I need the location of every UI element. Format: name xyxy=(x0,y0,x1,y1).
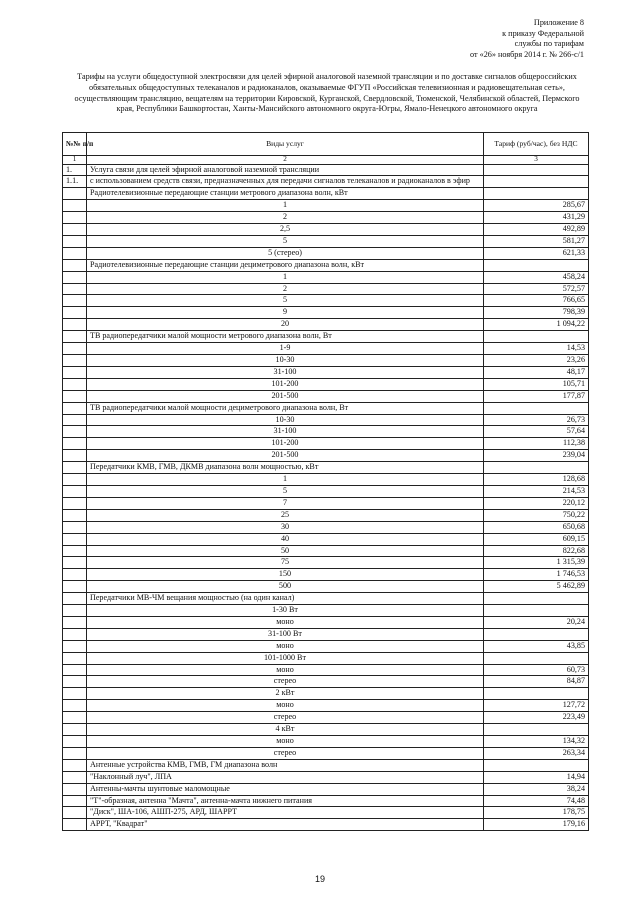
table-row xyxy=(63,593,589,605)
table-row xyxy=(63,533,589,545)
table-row xyxy=(63,295,589,307)
row-number xyxy=(63,712,87,724)
row-number xyxy=(63,545,87,557)
table-row xyxy=(63,343,589,355)
row-number xyxy=(63,462,87,474)
service-name: стерео xyxy=(87,676,484,688)
table-row xyxy=(63,259,589,271)
service-name: Радиотелевизионные передающие станции дециметрового диапазона волн, кВт xyxy=(87,259,484,271)
row-number xyxy=(63,569,87,581)
tariff-value: 798,39 xyxy=(484,307,589,319)
table-row xyxy=(63,652,589,664)
service-name: 500 xyxy=(87,581,484,593)
row-number xyxy=(63,426,87,438)
row-number xyxy=(63,331,87,343)
service-name: 5 xyxy=(87,485,484,497)
service-name: 7 xyxy=(87,497,484,509)
row-number xyxy=(63,640,87,652)
tariff-value: 5 462,89 xyxy=(484,581,589,593)
table-row xyxy=(63,521,589,533)
tariff-value xyxy=(484,688,589,700)
table-row xyxy=(63,438,589,450)
tariff-value: 23,26 xyxy=(484,355,589,367)
row-number xyxy=(63,771,87,783)
table-row xyxy=(63,402,589,414)
table-row xyxy=(63,736,589,748)
column-number-row xyxy=(63,156,589,165)
service-name: 101-200 xyxy=(87,378,484,390)
service-name: 31-100 xyxy=(87,426,484,438)
service-name: 101-200 xyxy=(87,438,484,450)
service-name: моно xyxy=(87,616,484,628)
header-service: Виды услуг xyxy=(87,133,484,156)
row-number: 1.1. xyxy=(63,176,87,188)
row-number xyxy=(63,319,87,331)
service-name: 40 xyxy=(87,533,484,545)
service-name: 5 xyxy=(87,235,484,247)
tariff-value: 263,34 xyxy=(484,747,589,759)
service-name: ТВ радиопередатчики малой мощности дециметрового диапазона волн, Вт xyxy=(87,402,484,414)
table-row xyxy=(63,474,589,486)
row-number xyxy=(63,343,87,355)
service-name: 1-30 Вт xyxy=(87,605,484,617)
table-row xyxy=(63,283,589,295)
row-number xyxy=(63,450,87,462)
table-row xyxy=(63,676,589,688)
service-name: 1 xyxy=(87,271,484,283)
tariff-value: 57,64 xyxy=(484,426,589,438)
service-name: ТВ радиопередатчики малой мощности метрового диапазона волн, Вт xyxy=(87,331,484,343)
row-number xyxy=(63,259,87,271)
tariff-value: 177,87 xyxy=(484,390,589,402)
table-row xyxy=(63,390,589,402)
service-name: 1-9 xyxy=(87,343,484,355)
tariff-value: 38,24 xyxy=(484,783,589,795)
row-number xyxy=(63,616,87,628)
tariff-value: 214,53 xyxy=(484,485,589,497)
tariff-value: 581,27 xyxy=(484,235,589,247)
table-row xyxy=(63,355,589,367)
row-number xyxy=(63,474,87,486)
tariff-value: 1 094,22 xyxy=(484,319,589,331)
table-row xyxy=(63,807,589,819)
row-number xyxy=(63,438,87,450)
table-row xyxy=(63,450,589,462)
row-number xyxy=(63,366,87,378)
service-name: 1 xyxy=(87,474,484,486)
table-row xyxy=(63,212,589,224)
tariff-value: 1 746,53 xyxy=(484,569,589,581)
service-name: моно xyxy=(87,700,484,712)
table-row xyxy=(63,414,589,426)
service-name: 9 xyxy=(87,307,484,319)
tariff-value xyxy=(484,331,589,343)
service-name: 10-30 xyxy=(87,355,484,367)
tariff-value xyxy=(484,164,589,176)
column-number: 2 xyxy=(87,156,484,165)
table-row xyxy=(63,664,589,676)
row-number xyxy=(63,557,87,569)
service-name: 10-30 xyxy=(87,414,484,426)
row-number xyxy=(63,224,87,236)
header-tariff: Тариф (руб/час), без НДС xyxy=(484,133,589,156)
service-name: моно xyxy=(87,736,484,748)
tariff-value: 431,29 xyxy=(484,212,589,224)
table-row xyxy=(63,497,589,509)
table-row xyxy=(63,485,589,497)
row-number xyxy=(63,759,87,771)
service-name: 2,5 xyxy=(87,224,484,236)
table-header-row xyxy=(63,133,589,156)
service-name: моно xyxy=(87,640,484,652)
approval-block xyxy=(384,18,584,60)
service-name: с использованием средств связи, предназначенных для передачи сигналов телеканалов и радиоканалов в эфир xyxy=(87,176,484,188)
service-name: АРРТ, "Квадрат" xyxy=(87,819,484,831)
table-row xyxy=(63,628,589,640)
tariff-value: 458,24 xyxy=(484,271,589,283)
column-number: 1 xyxy=(63,156,87,165)
table-row xyxy=(63,247,589,259)
tariff-value xyxy=(484,724,589,736)
page-number: 19 xyxy=(314,874,325,884)
row-number xyxy=(63,533,87,545)
tariff-value xyxy=(484,593,589,605)
table-row xyxy=(63,235,589,247)
service-name: 201-500 xyxy=(87,450,484,462)
table-row xyxy=(63,605,589,617)
service-name: Радиотелевизионные передающие станции метрового диапазона волн, кВт xyxy=(87,188,484,200)
service-name: стерео xyxy=(87,712,484,724)
row-number xyxy=(63,593,87,605)
service-name: "Диск", ША-106, АШП-275, АРД, ШАРРТ xyxy=(87,807,484,819)
service-name: 2 xyxy=(87,212,484,224)
row-number xyxy=(63,390,87,402)
service-name: 1 xyxy=(87,200,484,212)
row-number xyxy=(63,664,87,676)
table-row xyxy=(63,378,589,390)
tariff-value xyxy=(484,259,589,271)
approval-line: от «26» ноября 2014 г. № 266-с/1 xyxy=(469,49,584,59)
table-row xyxy=(63,795,589,807)
service-name: 30 xyxy=(87,521,484,533)
row-number xyxy=(63,295,87,307)
table-row xyxy=(63,307,589,319)
row-number xyxy=(63,521,87,533)
tariff-value: 26,73 xyxy=(484,414,589,426)
tariff-value: 48,17 xyxy=(484,366,589,378)
service-name: моно xyxy=(87,664,484,676)
row-number xyxy=(63,736,87,748)
tariff-value: 105,71 xyxy=(484,378,589,390)
row-number xyxy=(63,485,87,497)
service-name: 50 xyxy=(87,545,484,557)
table-row xyxy=(63,426,589,438)
table-row xyxy=(63,557,589,569)
row-number xyxy=(63,509,87,521)
column-number: 3 xyxy=(484,156,589,165)
table-row xyxy=(63,509,589,521)
table-row xyxy=(63,688,589,700)
table-row xyxy=(63,176,589,188)
row-number xyxy=(63,235,87,247)
row-number xyxy=(63,700,87,712)
tariff-value: 20,24 xyxy=(484,616,589,628)
tariff-value: 178,75 xyxy=(484,807,589,819)
table-row xyxy=(63,747,589,759)
service-name: "Наклонный луч", ЛПА xyxy=(87,771,484,783)
tariff-value xyxy=(484,176,589,188)
service-name: 201-500 xyxy=(87,390,484,402)
service-name: 5 xyxy=(87,295,484,307)
table-row xyxy=(63,188,589,200)
tariff-value: 239,04 xyxy=(484,450,589,462)
table-row xyxy=(63,712,589,724)
table-row xyxy=(63,569,589,581)
tariff-table xyxy=(62,132,589,831)
service-name: 25 xyxy=(87,509,484,521)
tariff-value: 750,22 xyxy=(484,509,589,521)
service-name: Антенны-мачты шунтовые маломощные xyxy=(87,783,484,795)
table-row xyxy=(63,319,589,331)
row-number xyxy=(63,605,87,617)
row-number: 1. xyxy=(63,164,87,176)
service-name: Услуга связи для целей эфирной аналоговой наземной трансляции xyxy=(87,164,484,176)
tariff-value: 492,89 xyxy=(484,224,589,236)
table-row xyxy=(63,581,589,593)
table-row xyxy=(63,271,589,283)
table-row xyxy=(63,616,589,628)
tariff-value xyxy=(484,402,589,414)
tariff-value: 14,53 xyxy=(484,343,589,355)
tariff-value: 609,15 xyxy=(484,533,589,545)
service-name: Передатчики МВ-ЧМ вещания мощностью (на один канал) xyxy=(87,593,484,605)
tariff-value: 128,68 xyxy=(484,474,589,486)
table-row xyxy=(63,724,589,736)
service-name: 2 xyxy=(87,283,484,295)
tariff-value: 14,94 xyxy=(484,771,589,783)
row-number xyxy=(63,807,87,819)
table-row xyxy=(63,164,589,176)
row-number xyxy=(63,212,87,224)
service-name: 75 xyxy=(87,557,484,569)
row-number xyxy=(63,378,87,390)
row-number xyxy=(63,819,87,831)
tariff-value xyxy=(484,759,589,771)
row-number xyxy=(63,414,87,426)
table-row xyxy=(63,700,589,712)
service-name: 31-100 xyxy=(87,366,484,378)
row-number xyxy=(63,283,87,295)
service-name: 101-1000 Вт xyxy=(87,652,484,664)
document-title: Тарифы на услуги общедоступной электросвязи для целей эфирной аналоговой наземной трансляции и по доставке сигналов общероссийских обязательных общедоступных телеканалов и радиоканалов, оказываемые ФГУП «Российская телевизионная и радиовещательная сеть», осуществляющим трансляцию, вещателям на территории Кировской, Курганской, Свердловской, Тюменской, Челябинской областей, Пермского края, Республики Башкортостан, Ханты-Мансийского автономного округа-Югры, Ямало-Ненецкого автономного округа xyxy=(74,72,580,114)
row-number xyxy=(63,783,87,795)
tariff-value xyxy=(484,652,589,664)
table-row xyxy=(63,771,589,783)
table-row xyxy=(63,819,589,831)
row-number xyxy=(63,402,87,414)
approval-line: Приложение 8 xyxy=(533,18,584,27)
row-number xyxy=(63,724,87,736)
tariff-value: 220,12 xyxy=(484,497,589,509)
tariff-value: 74,48 xyxy=(484,795,589,807)
tariff-value: 134,32 xyxy=(484,736,589,748)
tariff-value: 621,33 xyxy=(484,247,589,259)
row-number xyxy=(63,795,87,807)
tariff-value: 43,85 xyxy=(484,640,589,652)
table-row xyxy=(63,200,589,212)
tariff-value: 822,68 xyxy=(484,545,589,557)
row-number xyxy=(63,581,87,593)
table-row xyxy=(63,783,589,795)
tariff-value xyxy=(484,462,589,474)
table-row xyxy=(63,640,589,652)
tariff-value: 572,57 xyxy=(484,283,589,295)
service-name: 20 xyxy=(87,319,484,331)
approval-line: к приказу Федеральной xyxy=(502,28,584,38)
tariff-value: 223,49 xyxy=(484,712,589,724)
table-body xyxy=(63,164,589,831)
tariff-value xyxy=(484,605,589,617)
tariff-value: 1 315,39 xyxy=(484,557,589,569)
row-number xyxy=(63,200,87,212)
service-name: 4 кВт xyxy=(87,724,484,736)
table-row xyxy=(63,331,589,343)
row-number xyxy=(63,628,87,640)
row-number xyxy=(63,688,87,700)
tariff-value: 650,68 xyxy=(484,521,589,533)
tariff-value: 179,16 xyxy=(484,819,589,831)
table-row xyxy=(63,224,589,236)
row-number xyxy=(63,188,87,200)
approval-line: службы по тарифам xyxy=(514,39,584,49)
service-name: "Т"-образная, антенна "Мачта", антенна-мачта нижнего питания xyxy=(87,795,484,807)
service-name: Передатчики КМВ, ГМВ, ДКМВ диапазона волн мощностью, кВт xyxy=(87,462,484,474)
tariff-value xyxy=(484,188,589,200)
row-number xyxy=(63,652,87,664)
row-number xyxy=(63,307,87,319)
service-name: 2 кВт xyxy=(87,688,484,700)
row-number xyxy=(63,747,87,759)
table-row xyxy=(63,545,589,557)
row-number xyxy=(63,497,87,509)
table-row xyxy=(63,462,589,474)
tariff-value: 84,87 xyxy=(484,676,589,688)
tariff-value: 112,38 xyxy=(484,438,589,450)
service-name: Антенные устройства КМВ, ГМВ, ГМ диапазона волн xyxy=(87,759,484,771)
tariff-value: 127,72 xyxy=(484,700,589,712)
service-name: 150 xyxy=(87,569,484,581)
row-number xyxy=(63,247,87,259)
tariff-value: 60,73 xyxy=(484,664,589,676)
service-name: 5 (стерео) xyxy=(87,247,484,259)
tariff-value: 285,67 xyxy=(484,200,589,212)
table-row xyxy=(63,759,589,771)
header-number: №№ п/п xyxy=(63,133,87,156)
tariff-value xyxy=(484,628,589,640)
row-number xyxy=(63,676,87,688)
table-row xyxy=(63,366,589,378)
service-name: 31-100 Вт xyxy=(87,628,484,640)
row-number xyxy=(63,271,87,283)
row-number xyxy=(63,355,87,367)
tariff-value: 766,65 xyxy=(484,295,589,307)
service-name: стерео xyxy=(87,747,484,759)
